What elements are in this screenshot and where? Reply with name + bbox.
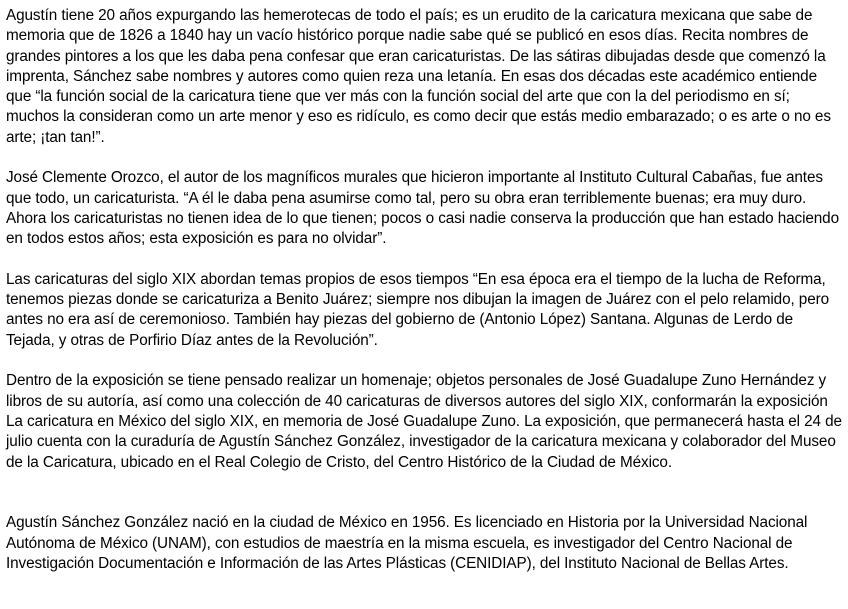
paragraph-orozco: José Clemente Orozco, el autor de los magníficos murales que hicieron importante al Instituto Cultural Cabañas, fue antes que todo, un caricaturista. “A él le daba pena asumirse como tal, pero su obra eran terriblemente buenas; era muy duro. Ahora los caricaturistas no tienen idea de lo que tienen; pocos o casi nadie conserva la producción que han estado haciendo en todos estos años; esta exposición es para no olvidar”.: [6, 169, 839, 248]
paragraph-biografia: Agustín Sánchez González nació en la ciudad de México en 1956. Es licenciado en Historia por la Universidad Nacional Autónoma de México (UNAM), con estudios de maestría en la misma escuela, es investigador del Centro Nacional de Investigación Documentación e Información de las Artes Plásticas (CENIDIAP), del Instituto Nacional de Bellas Artes.: [6, 514, 808, 573]
paragraph-exposicion: Dentro de la exposición se tiene pensado realizar un homenaje; objetos personales de José Guadalupe Zuno Hernández y libros de su autoría, así como una colección de 40 caricaturas de diversos autores del siglo XIX, conformarán la exposición La caricatura en México del siglo XIX, en memoria de José Guadalupe Zuno. La exposición, que permanecerá hasta el 24 de julio cuenta con la curaduría de Agustín Sánchez González, investigador de la caricatura mexicana y colaborador del Museo de la Caricatura, ubicado en el Real Colegio de Cristo, del Centro Histórico de la Ciudad de México.: [6, 372, 842, 471]
paragraph-agustin-erudito: Agustín tiene 20 años expurgando las hemerotecas de todo el país; es un erudito de la caricatura mexicana que sabe de memoria que de 1826 a 1840 hay un vacío histórico porque nadie sabe qué se publicó en esos días. Recita nombres de grandes pintores a los que les daba pena confesar que eran caricaturistas. De las sátiras dibujadas desde que comenzó la imprenta, Sánchez sabe nombres y autores como quien reza una letanía. En esas dos décadas este académico entiende que “la función social de la caricatura tiene que ver más con la función social del arte que con la del periodismo en sí; muchos la consideran como un arte menor y eso es ridículo, es como decir que estás medio embarazado; o es arte o no es arte; ¡tan tan!”.: [6, 7, 831, 146]
document-body: [6, 6, 844, 574]
paragraph-siglo-xix: Las caricaturas del siglo XIX abordan temas propios de esos tiempos “En esa época era el tiempo de la lucha de Reforma, tenemos piezas donde se caricaturiza a Benito Juárez; siempre nos dibujan la imagen de Juárez con el pelo relamido, pero antes no era así de ceremonioso. También hay piezas del gobierno de (Antonio López) Santana. Algunas de Lerdo de Tejada, y otras de Porfirio Díaz antes de la Revolución”.: [6, 270, 830, 349]
